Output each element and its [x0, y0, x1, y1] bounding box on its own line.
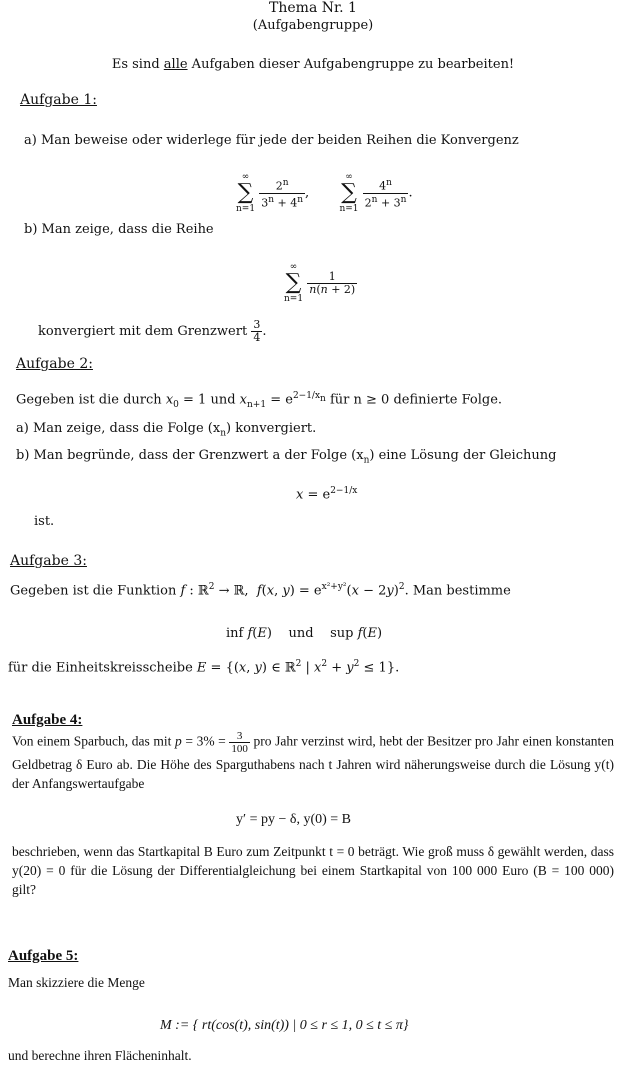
task3-intro-post: Man bestimme	[412, 583, 511, 599]
task5-heading: Aufgabe 5:	[8, 948, 79, 964]
task1-part-a: a) Man beweise oder widerlege für jede der beiden Reihen die Konvergenz	[24, 133, 519, 148]
task2-part-b-text: b) Man begründe, dass der Grenzwert a der Folge (x	[16, 448, 364, 463]
task3-intro: Gegeben ist die Funktion f : ℝ$^2$ → ℝ, f(x, $y) = e^{x^2+y^2}(x - 2y)^2$. Man bestimme	[10, 582, 511, 599]
task2-ist: ist.	[34, 514, 55, 529]
task2-heading: Aufgabe 2:	[16, 356, 93, 372]
task4-paragraph-1: Von einem Sparbuch, das mit p = 3% = $\frac{3}{100}$ pro Jahr verzinst wird, hebt der Besitzer pro Jahr einen konstanten Geldbetrag δ Euro ab. Die Höhe des Sparguthabens nach t Jahren wird näherungsweise durch die Lösung y(t) der Anfangswertaufgabe	[12, 730, 615, 791]
task2-part-b-post: ) eine Lösung der Gleichung	[369, 448, 557, 463]
page-title: Thema Nr. 1	[269, 0, 357, 16]
task3-und: und	[288, 626, 314, 641]
task4-ode: y′ = py − δ, y(0) = B	[236, 812, 352, 827]
task1-sum-formula: ∞ ∑ n=1 $\frac{1}{n(n + 2)}$	[284, 262, 356, 304]
task5-outro: und berechne ihren Flächeninhalt.	[8, 1048, 192, 1063]
task4-p1-a: Von einem Sparbuch, das mit	[12, 733, 172, 749]
page-subtitle: (Aufgabengruppe)	[252, 18, 374, 33]
task5-intro: Man skizziere die Menge	[8, 975, 145, 990]
task3-intro-pre: Gegeben ist die Funktion	[10, 583, 177, 599]
task2-intro-post: für n ≥ 0 definierte Folge.	[329, 392, 503, 408]
task3-disc-text: für die Einheitskreisscheibe	[8, 660, 193, 676]
instruction-pre: Es sind	[111, 57, 164, 72]
task5-set: M := { rt(cos(t), sin(t)) | 0 ≤ r ≤ 1, 0 ≤ t ≤ π}	[160, 1018, 409, 1033]
task1-series-formula: ∞ ∑ n=1 $\frac{2^n}{3^n + 4^n}$ , ∞ ∑ n=1 $\frac{4^n}{2^n + 3^n}$ .	[236, 172, 413, 214]
task1-heading: Aufgabe 1:	[20, 92, 97, 108]
instruction-post: Aufgaben dieser Aufgabengruppe zu bearbeiten!	[187, 57, 515, 72]
task2-part-a-text: a) Man zeige, dass die Folge (x	[16, 421, 221, 436]
task4-p1-b: pro Jahr verzinst wird, hebt der Besitzer pro Jahr einen konstanten Geldbetrag δ Euro ab. Die Höhe des Sparguthabens nach t Jahren wird näherungsweise durch die Lösung y(t) der Anfangswertaufgabe	[12, 733, 615, 791]
task2-equation: $x = e^{2-1/x}$	[296, 486, 358, 503]
task4-paragraph-2: beschrieben, wenn das Startkapital B Euro zum Zeitpunkt t = 0 beträgt. Wie groß muss δ gewählt werden, dass y(20) = 0 für die Lösung der Differentialgleichung bei einem Startkapital von 100 000 Euro (B = 100 000) gilt?	[12, 844, 614, 897]
task3-heading: Aufgabe 3:	[10, 553, 87, 569]
instruction-line	[0, 57, 626, 72]
task2-part-a: a) Man zeige, dass die Folge $(x_n)$ konvergiert.	[16, 421, 317, 439]
task1-part-b: b) Man zeige, dass die Reihe	[24, 222, 214, 237]
task3-inf-sup: inf f(E) und sup f(E)	[226, 626, 383, 641]
instruction-emphasis: alle	[163, 57, 188, 72]
task1-conv-text: konvergiert mit dem Grenzwert	[38, 324, 248, 339]
task4-heading: Aufgabe 4:	[12, 712, 83, 728]
task1-convergence-line: konvergiert mit dem Grenzwert $\frac{3}{4}$ .	[38, 318, 267, 344]
task2-intro: Gegeben ist die durch $x_0 = 1$ und $x_{n+1} = e^{2-1/x_n}$ für n ≥ 0 definierte Folge.	[16, 391, 503, 410]
task2-part-b: b) Man begründe, dass der Grenzwert a der Folge $(x_n)$ eine Lösung der Gleichung	[16, 448, 557, 466]
task2-intro-pre: Gegeben ist die durch	[16, 392, 162, 408]
task2-part-a-post: ) konvergiert.	[226, 421, 317, 436]
task3-disc: für die Einheitskreisscheibe E = {(x, y) ∈ ℝ$^2$ | $x^2 + y^2 \le 1$}.	[8, 659, 400, 676]
